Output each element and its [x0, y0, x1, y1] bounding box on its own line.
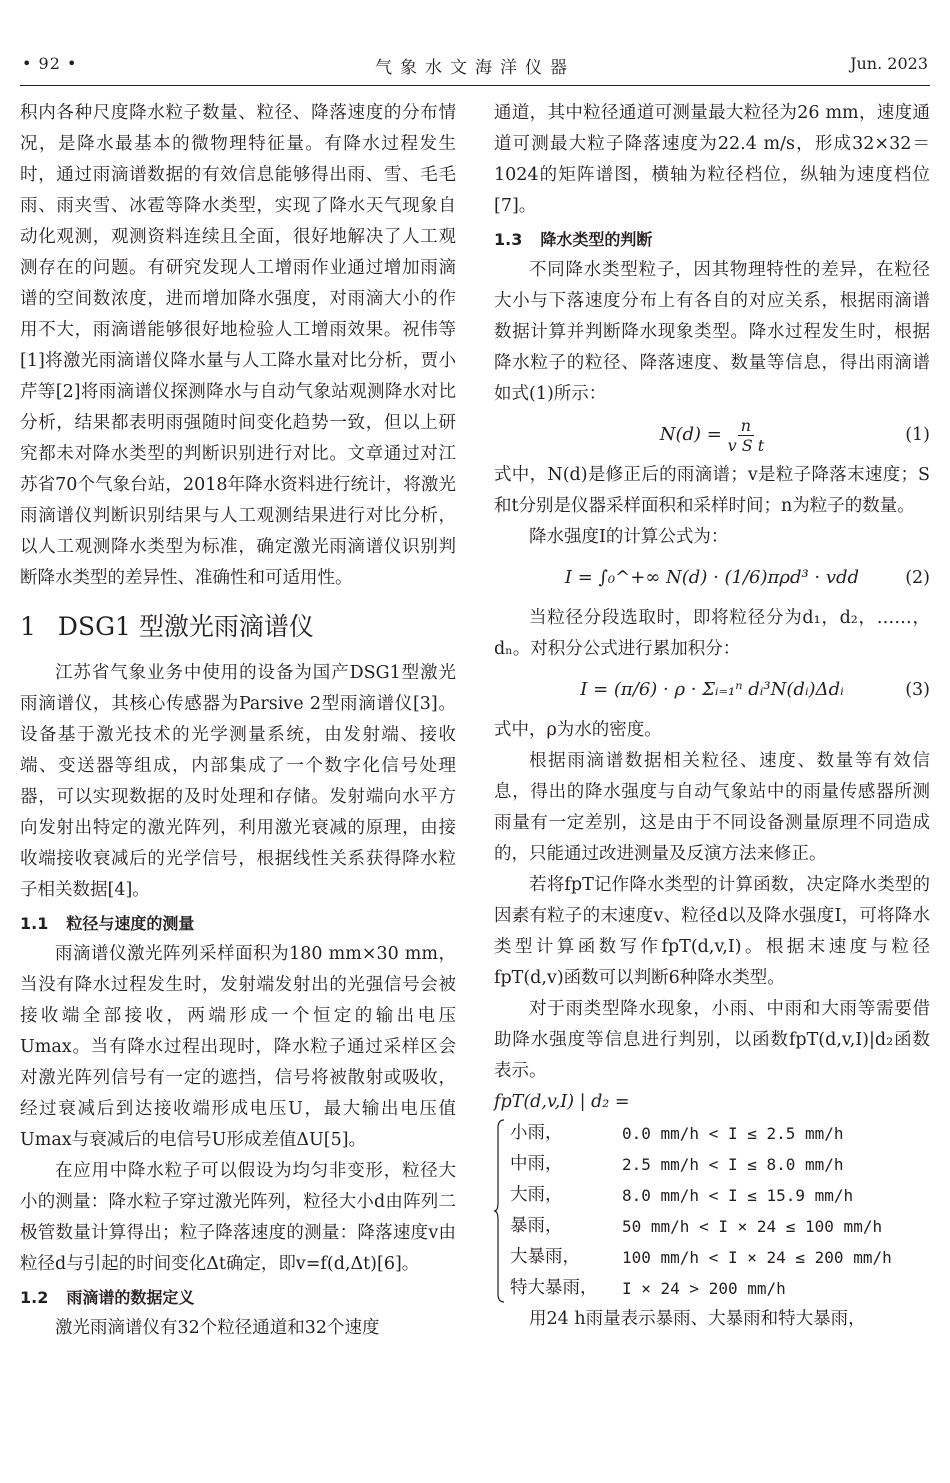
- equation-1-number: (1): [905, 425, 930, 445]
- case-condition: 50 mm/h < I × 24 ≤ 100 mm/h: [622, 1217, 883, 1236]
- case-condition: 100 mm/h < I × 24 ≤ 200 mm/h: [622, 1248, 892, 1267]
- paragraph: 用24 h雨量表示暴雨、大暴雨和特大暴雨，: [529, 1309, 866, 1329]
- case-condition: 8.0 mm/h < I ≤ 15.9 mm/h: [622, 1186, 854, 1205]
- case-name: 特大暴雨，: [510, 1278, 598, 1298]
- paragraph: 式中，N(d)是修正后的雨滴谱；v是粒子降落末速度；S和t分别是仪器采样面积和采样时间；n为粒子的数量。: [494, 465, 930, 516]
- header-rule: [20, 85, 930, 86]
- subsection-heading: [494, 224, 930, 255]
- page-header: [0, 0, 950, 88]
- paragraph: 通道，其中粒径通道可测量最大粒径为26 mm，速度通道可测最大粒子降落速度为22.4 m/s，形成32×32＝1024的矩阵谱图，横轴为粒径档位，纵轴为速度档位[7]。: [494, 103, 930, 216]
- cases-block: [494, 1118, 930, 1304]
- paragraph: 积内各种尺度降水粒子数量、粒径、降落速度的分布情况，是降水最基本的微物理特征量。有降水过程发生时，通过雨滴谱数据的有效信息能够得出雨、雪、毛毛雨、雨夹雪、冰雹等降水类型，实现了降水天气现象自动化观测，观测资料连续且全面，很好地解决了人工观测存在的问题。有研究发现人工增雨作业通过增加雨滴谱的空间数浓度，进而增加降水强度，对雨滴大小的作用不大，雨滴谱能够很好地检验人工增雨效果。祝伟等[1]将激光雨滴谱仪降水量与人工降水量对比分析，贾小芹等[2]将雨滴谱仪探测降水与自动气象站观测降水对比分析，结果都表明雨强随时间变化趋势一致，但以上研究都未对降水类型的判断识别进行对比。文章通过对江苏省70个气象台站，2018年降水资料进行统计，将激光雨滴谱仪判断识别结果与人工观测结果进行对比分析，以人工观测降水类型为标准，确定激光雨滴谱仪识别判断降水类型的差异性、准确性和可适用性。: [20, 103, 456, 588]
- subsection-number: 1.1: [20, 914, 49, 933]
- case-name: 小雨，: [510, 1123, 563, 1143]
- paragraph: 在应用中降水粒子可以假设为均匀非变形，粒径大小的测量：降水粒子穿过激光阵列，粒径大小d由阵列二极管数量计算得出；粒子降落速度的测量：降落速度v由粒径d与引起的时间变化Δt确定，即v=f(d,Δt)[6]。: [20, 1161, 456, 1274]
- equation-3-number: (3): [905, 680, 930, 700]
- case-name: 中雨，: [510, 1154, 563, 1174]
- case-row: [494, 1149, 930, 1180]
- cases-brace: [494, 1118, 506, 1304]
- page-number: • 92 •: [22, 54, 78, 73]
- subsection-title: 粒径与速度的测量: [66, 914, 195, 933]
- subsection-number: 1.2: [20, 1288, 49, 1307]
- section-title: DSG1 型激光雨滴谱仪: [57, 612, 314, 641]
- paragraph: 雨滴谱仪激光阵列采样面积为180 mm×30 mm，当没有降水过程发生时，发射端发射出的光强信号会被接收端全部接收，两端形成一个恒定的输出电压Umax。当有降水过程出现时，降水粒子通过采样区会对激光阵列信号有一定的遮挡，信号将被散射或吸收，经过衰减后到达接收端形成电压U，最大输出电压值Umax与衰减后的电信号U形成差值ΔU[5]。: [20, 944, 456, 1150]
- equation-1-fraction: [728, 416, 765, 455]
- equation-3: [494, 665, 930, 715]
- subsection-heading: [20, 1282, 456, 1313]
- paragraph: 对于雨类型降水现象，小雨、中雨和大雨等需要借助降水强度等信息进行判别，以函数fpT(d,v,I)|d₂函数表示。: [494, 999, 930, 1081]
- issue-date: Jun. 2023: [850, 54, 928, 73]
- paragraph: 当粒径分段选取时，即将粒径分为d₁，d₂，……，dₙ。对积分公式进行累加积分：: [494, 608, 930, 659]
- equation-2: [494, 553, 930, 603]
- paragraph: 若将fpT记作降水类型的计算函数，决定降水类型的因素有粒子的末速度v、粒径d以及降水强度I，可将降水类型计算函数写作fpT(d,v,I)。根据末速度与粒径fpT(d,v)函数可以判断6种降水类型。: [494, 875, 930, 988]
- paragraph: 式中，ρ为水的密度。: [494, 720, 662, 740]
- case-condition: I × 24 > 200 mm/h: [622, 1279, 786, 1298]
- equation-1-numerator: n: [738, 416, 754, 436]
- paragraph: 激光雨滴谱仪有32个粒径通道和32个速度: [55, 1318, 380, 1338]
- case-condition: 2.5 mm/h < I ≤ 8.0 mm/h: [622, 1155, 844, 1174]
- left-column: [20, 98, 456, 1344]
- case-row: [494, 1273, 930, 1304]
- case-row: [494, 1180, 930, 1211]
- case-condition: 0.0 mm/h < I ≤ 2.5 mm/h: [622, 1124, 844, 1143]
- cases-head: fpT(d,v,I) | d₂ =: [494, 1092, 630, 1112]
- equation-2-number: (2): [905, 568, 930, 588]
- case-name: 暴雨，: [510, 1216, 563, 1236]
- section-number: 1: [20, 612, 36, 641]
- subsection-heading: [20, 908, 456, 939]
- paragraph: 江苏省气象业务中使用的设备为国产DSG1型激光雨滴谱仪，其核心传感器为Parsive 2型雨滴谱仪[3]。设备基于激光技术的光学测量系统，由发射端、接收端、变送器等组成，内部集成了一个数字化信号处理器，可以实现数据的及时处理和存储。发射端向水平方向发射出特定的激光阵列，利用激光衰减的原理，由接收端接收衰减后的光学信号，根据线性关系获得降水粒子相关数据[4]。: [20, 663, 456, 900]
- equation-2-body: I = ∫₀^+∞ N(d) · (1/6)πρd³ · vdd: [564, 567, 860, 588]
- case-row: [494, 1211, 930, 1242]
- section-heading: [20, 610, 456, 644]
- case-name: 大暴雨，: [510, 1247, 580, 1267]
- subsection-title: 雨滴谱的数据定义: [66, 1288, 195, 1307]
- equation-1: [494, 410, 930, 460]
- cases-brace-path: [494, 1120, 504, 1302]
- journal-title: 气象水文海洋仪器: [375, 58, 575, 78]
- equation-3-body: I = (π/6) · ρ · Σᵢ₌₁ⁿ dᵢ³N(dᵢ)Δdᵢ: [580, 679, 844, 700]
- right-column: [494, 98, 930, 1335]
- subsection-number: 1.3: [494, 230, 523, 249]
- paragraph: 降水强度I的计算公式为：: [529, 527, 729, 547]
- equation-1-denominator: v S t: [727, 435, 765, 455]
- paragraph: 根据雨滴谱数据相关粒径、速度、数量等有效信息，得出的降水强度与自动气象站中的雨量传感器所测雨量有一定差别，这是由于不同设备测量原理不同造成的，只能通过改进测量及反演方法来修正。: [494, 751, 930, 864]
- case-row: [494, 1242, 930, 1273]
- equation-1-lhs: N(d) =: [659, 424, 722, 445]
- paragraph: 不同降水类型粒子，因其物理特性的差异，在粒径大小与下落速度分布上有各自的对应关系，根据雨滴谱数据计算并判断降水现象类型。降水过程发生时，根据降水粒子的粒径、降落速度、数量等信息，得出雨滴谱如式(1)所示：: [494, 260, 930, 404]
- case-row: [494, 1118, 930, 1149]
- subsection-title: 降水类型的判断: [540, 230, 653, 249]
- case-name: 大雨，: [510, 1185, 563, 1205]
